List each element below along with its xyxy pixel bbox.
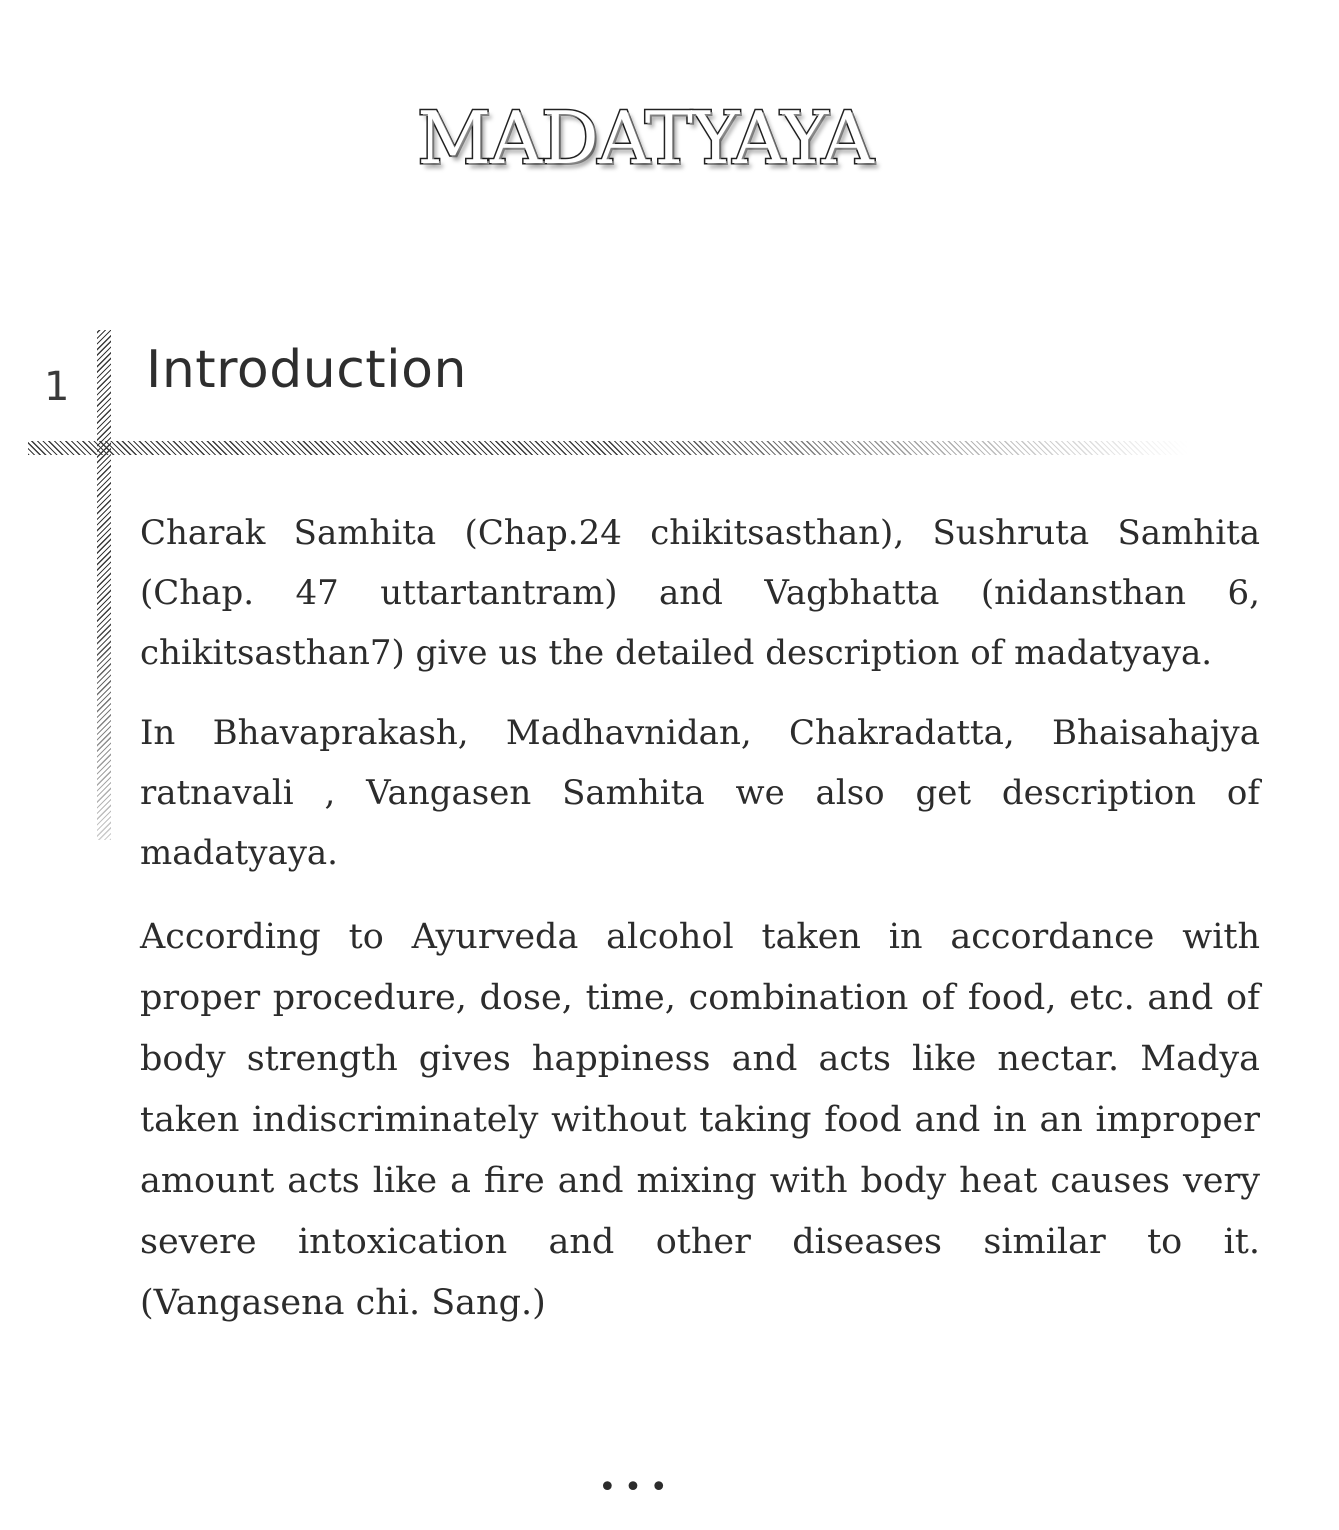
section-body	[140, 503, 1260, 1354]
section-heading: Introduction	[146, 340, 467, 400]
paragraph: Charak Samhita (Chap.24 chikitsasthan), Sushruta Samhita (Chap. 47 uttartantram) and Vagbhatta (nidansthan 6, chikitsasthan7) give us the detailed description of madatyaya.	[140, 513, 1260, 673]
section-horizontal-rule	[28, 441, 1188, 455]
section-vertical-rule	[97, 330, 111, 840]
paragraph: In Bhavaprakash, Madhavnidan, Chakradatta, Bhaisahajya ratnavali , Vangasen Samhita we also get description of madatyaya.	[140, 713, 1260, 873]
section-number: 1	[44, 364, 70, 410]
page-title: MADATYAYA	[417, 96, 873, 180]
paragraph: According to Ayurveda alcohol taken in accordance with proper procedure, dose, time, combination of food, etc. and of body strength gives happiness and acts like nectar. Madya taken indiscriminately without taking food and in an improper amount acts like a fire and mixing with body heat causes very severe intoxication and other diseases similar to it. (Vangasena chi. Sang.)	[140, 917, 1260, 1323]
end-of-section-mark: •••	[598, 1470, 676, 1505]
